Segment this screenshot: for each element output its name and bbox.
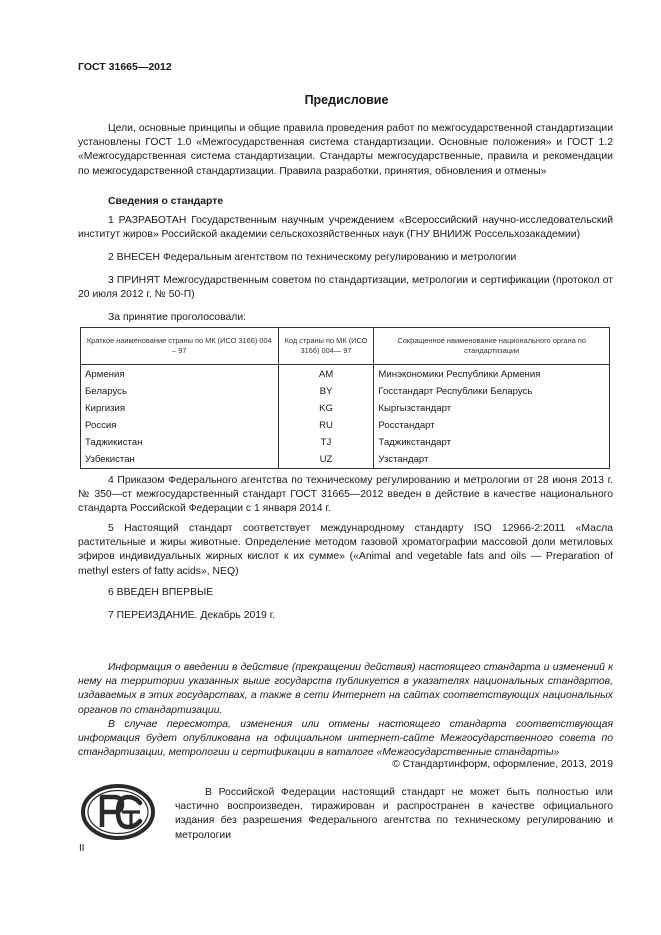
code-cell: RU (278, 417, 374, 434)
section-title: Сведения о стандарте (108, 196, 224, 207)
item-5-block (78, 522, 613, 579)
code-cell: KG (278, 400, 374, 417)
country-cell: Киргизия (81, 400, 279, 417)
header-country: Краткое наименование страны по МК (ИСО 3166) 004 – 97 (81, 328, 279, 365)
table-row (81, 365, 610, 384)
code-cell: TJ (278, 434, 374, 451)
country-cell: Беларусь (81, 383, 279, 400)
code-cell: AM (278, 365, 374, 384)
rf-notice: В Российской Федерации настоящий стандарт не может быть полностью или частично воспроизведен, тиражирован и распространен в качестве официального издания без разрешения Федерального агентства по техническому регулированию и метрологии (175, 787, 613, 841)
item-3-block (78, 274, 613, 302)
rst-logo-icon (80, 783, 156, 841)
item-7-block (78, 609, 613, 623)
page-title: Предисловие (304, 93, 389, 107)
notice-block (78, 661, 613, 760)
body-cell: Таджикстандарт (374, 434, 610, 451)
item-4: 4 Приказом Федерального агентства по техническому регулированию и метрологии от 28 июня 2013 г. № 350—ст межгосударственный стандарт ГОСТ 31665—2012 введен в действие в качестве национального стандарта Российской Федерации с 1 января 2014 г. (78, 475, 613, 515)
table-row (81, 451, 610, 469)
vote-table (80, 327, 610, 469)
item-3: 3 ПРИНЯТ Межгосударственным советом по стандартизации, метрологии и сертификации (протокол от 20 июля 2012 г. № 50-П) (78, 275, 613, 301)
body-cell: Госстандарт Республики Беларусь (374, 383, 610, 400)
intro-block (78, 122, 613, 179)
document-code-header: ГОСТ 31665—2012 (78, 61, 172, 73)
body-cell: Кыргызстандарт (374, 400, 610, 417)
notice-paragraph-2: В случае пересмотра, изменения или отмены настоящего стандарта соответствующая информация будет опубликована на официальном интернет-сайте Межгосударственного совета по стандартизации, метрологии и сертификации в каталоге «Межгосударственные стандарты» (78, 718, 613, 759)
item-2: 2 ВНЕСЕН Федеральным агентством по техническому регулированию и метрологии (108, 252, 517, 263)
code-cell: UZ (278, 451, 374, 469)
country-cell: Армения (81, 365, 279, 384)
vote-table-header-row (81, 328, 610, 365)
item-7: 7 ПЕРЕИЗДАНИЕ. Декабрь 2019 г. (108, 610, 276, 621)
item-1: 1 РАЗРАБОТАН Государственным научным учреждением «Всероссийский научно-исследовательский институт жиров» Российской академии сельскохозяйственных наук (ГНУ ВНИИЖ Россельхозакадемии) (78, 215, 613, 241)
country-cell: Узбекистан (81, 451, 279, 469)
table-row (81, 417, 610, 434)
country-cell: Таджикистан (81, 434, 279, 451)
header-body: Сокращенное наименование национального органа по стандартизации (374, 328, 610, 365)
item-4-block (78, 474, 613, 517)
item-6: 6 ВВЕДЕН ВПЕРВЫЕ (108, 587, 214, 598)
item-5: 5 Настоящий стандарт соответствует международному стандарту ISO 12966-2:2011 «Масла растительные и жиры животные. Определение методом газовой хроматографии массовой доли метиловых эфиров индивидуальных жирных кислот к их сумме» («Animal and vegetable fats and oils — Preparation of methyl esters of fatty acids», NEQ) (78, 523, 613, 577)
country-cell: Россия (81, 417, 279, 434)
vote-intro: За принятие проголосовали: (108, 312, 247, 323)
body-cell: Минэкономики Республики Армения (374, 365, 610, 384)
copyright-line (78, 758, 613, 772)
body-cell: Росстандарт (374, 417, 610, 434)
copyright-text: © Стандартинформ, оформление, 2013, 2019 (392, 759, 613, 770)
notice-paragraph-1: Информация о введении в действие (прекращении действия) настоящего стандарта и изменений к нему на территории указанных выше государств публикуется в указателях национальных стандартов, издаваемых в этих государствах, а также в сети Интернет на сайтах соответствующих национальных органов по стандартизации. (78, 662, 613, 716)
table-row (81, 400, 610, 417)
rf-notice-block (175, 786, 613, 843)
table-row (81, 434, 610, 451)
vote-intro-block (78, 311, 613, 325)
body-cell: Узстандарт (374, 451, 610, 469)
intro-paragraph: Цели, основные принципы и общие правила проведения работ по межгосударственной стандартизации установлены ГОСТ 1.0 «Межгосударственная система стандартизации. Основные положения» и ГОСТ 1.2 «Межгосударственная система стандартизации. Стандарты межгосударственные, правила и рекомендации по межгосударственной стандартизации. Правила разработки, принятия, обновления и отмены» (78, 123, 613, 177)
item-1-block (78, 214, 613, 242)
header-code: Код страны по МК (ИСО 3166) 004— 97 (278, 328, 374, 365)
page-number: II (79, 843, 85, 854)
code-cell: BY (278, 383, 374, 400)
item-2-block (78, 251, 613, 265)
table-row (81, 383, 610, 400)
item-6-block (78, 586, 613, 600)
